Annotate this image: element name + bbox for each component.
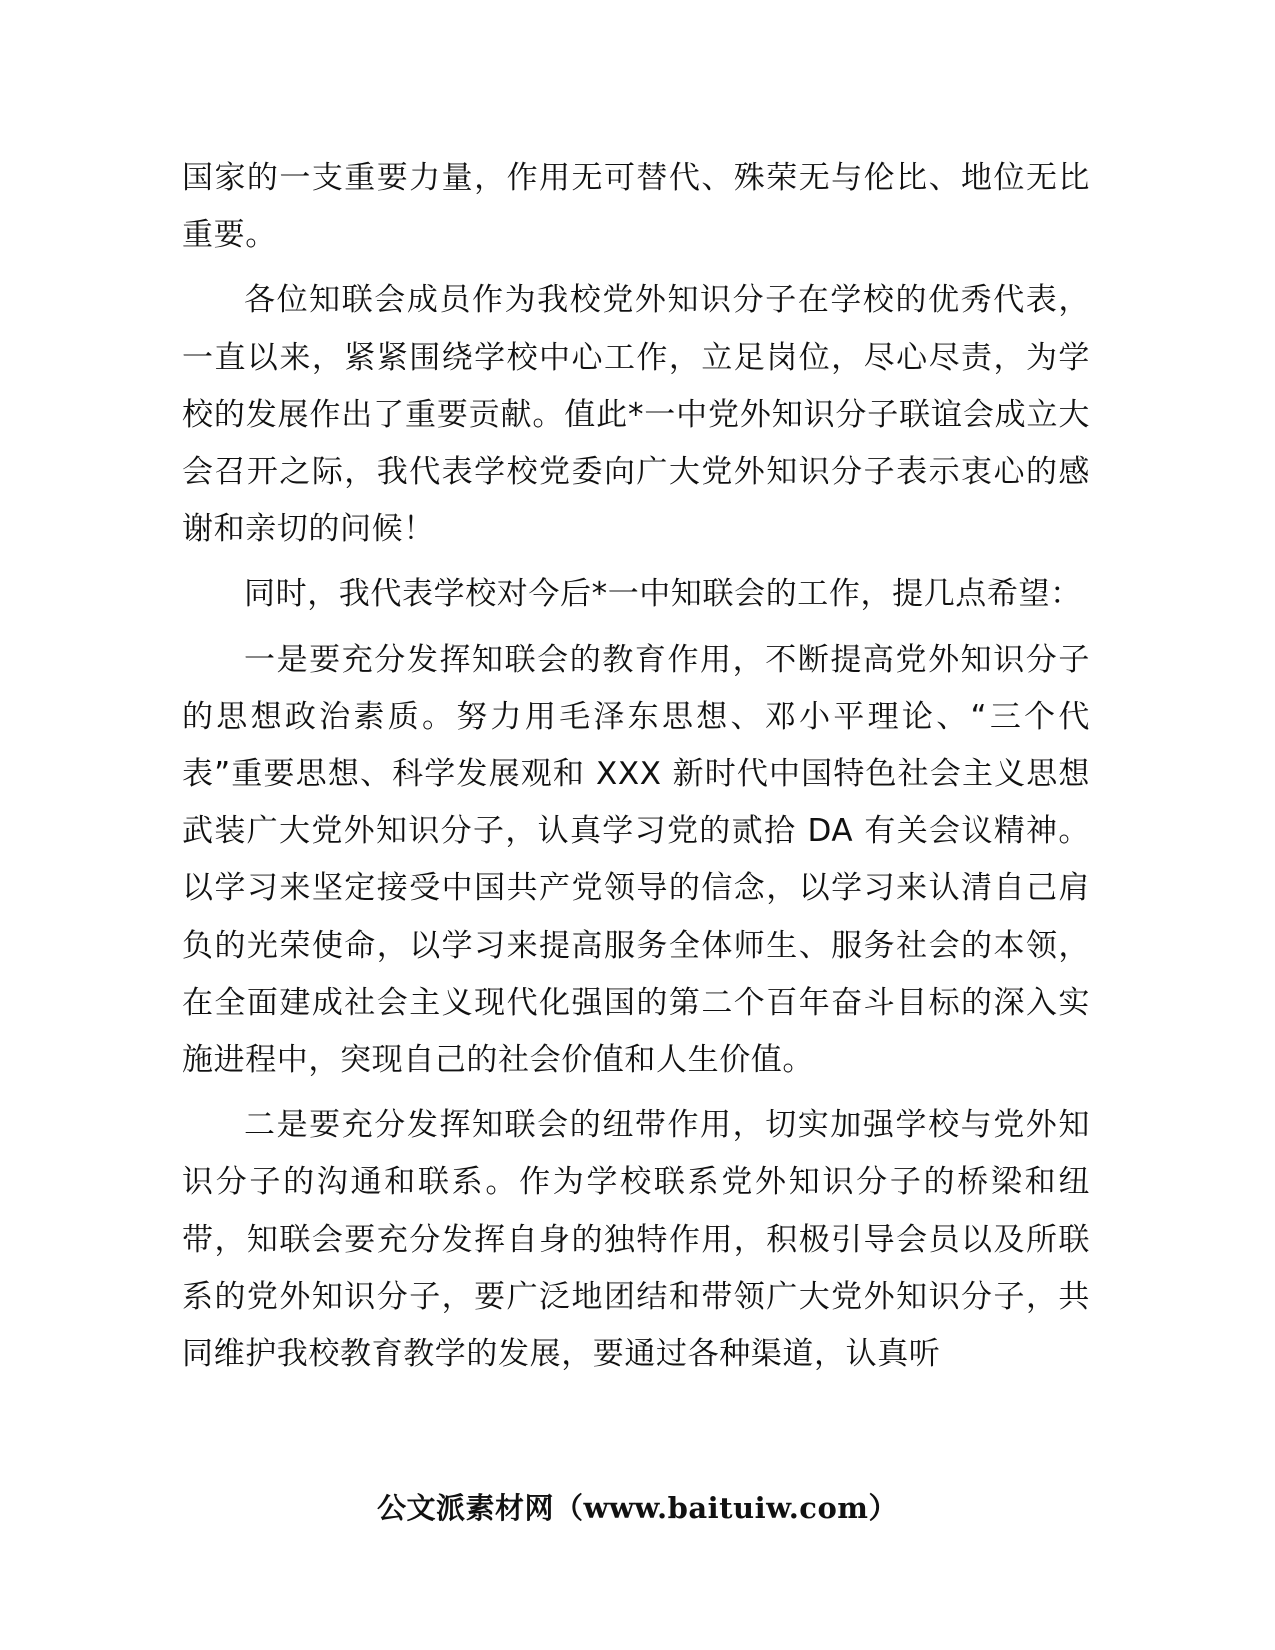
document-body	[182, 150, 1090, 1391]
paragraph-point-one: 一是要充分发挥知联会的教育作用，不断提高党外知识分子的思想政治素质。努力用毛泽东思想、邓小平理论、“三个代表”重要思想、科学发展观和 XXX 新时代中国特色社会主义思想武装广大党外知识分子，认真学习党的贰拾 DA 有关会议精神。以学习来坚定接受中国共产党领导的信念，以学习来认清自己肩负的光荣使命，以学习来提高服务全体师生、服务社会的本领，在全面建成社会主义现代化强国的第二个百年奋斗目标的深入实施进程中，突现自己的社会价值和人生价值。	[182, 641, 1090, 1079]
paragraph-continuation: 国家的一支重要力量，作用无可替代、殊荣无与伦比、地位无比重要。	[182, 160, 1090, 254]
footer-watermark-text: 公文派素材网（www.baituiw.com）	[377, 1491, 898, 1525]
paragraph-point-two: 二是要充分发挥知联会的纽带作用，切实加强学校与党外知识分子的沟通和联系。作为学校联系党外知识分子的桥梁和纽带，知联会要充分发挥自身的独特作用，积极引导会员以及所联系的党外知识分子，要广泛地团结和带领广大党外知识分子，共同维护我校教育教学的发展，要通过各种渠道，认真听	[182, 1107, 1090, 1373]
paragraph-members-contribution: 各位知联会成员作为我校党外知识分子在学校的优秀代表，一直以来，紧紧围绕学校中心工作，立足岗位，尽心尽责，为学校的发展作出了重要贡献。值此*一中党外知识分子联谊会成立大会召开之际，我代表学校党委向广大党外知识分子表示衷心的感谢和亲切的问候！	[182, 282, 1090, 548]
paragraph-hopes-intro: 同时，我代表学校对今后*一中知联会的工作，提几点希望：	[244, 576, 1082, 613]
